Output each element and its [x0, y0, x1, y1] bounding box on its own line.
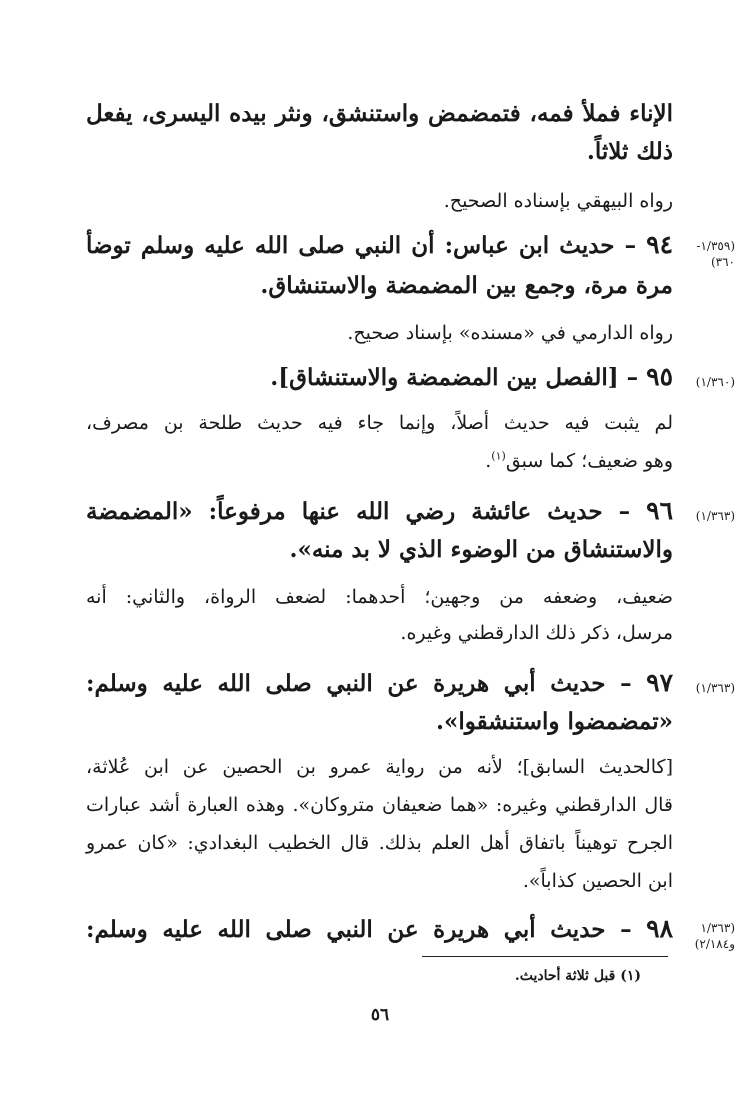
text-line-12: ضعيف، وضعفه من وجهين؛ أحدهما: لضعف الرواة، والثاني: أنه: [86, 586, 673, 608]
hadith-97-heading: ٩٧ – حديث أبي هريرة عن النبي صلى الله عليه وسلم:: [86, 668, 673, 697]
text-line-17: قال الدارقطني وغيره: «هما ضعيفان متروكان». وهذه العبارة أشد عبارات: [86, 794, 673, 816]
page-number: ٥٦: [370, 1005, 390, 1025]
text-line-3: رواه البيهقي بإسناده الصحيح.: [443, 190, 673, 212]
hadith-95-heading: ٩٥ – [الفصل بين المضمضة والاستنشاق].: [270, 362, 673, 391]
text-line-6: رواه الدارمي في «مسنده» بإسناد صحيح.: [347, 322, 673, 344]
text-line-16: [كالحديث السابق]؛ لأنه من رواية عمرو بن الحصين عن ابن عُلاثة،: [86, 756, 673, 778]
footnote-marker: (١): [491, 449, 506, 463]
footnote-divider: [422, 956, 668, 957]
margin-ref-3: (١/٣٦٣): [695, 509, 735, 523]
hadith-number: ٩٧: [646, 668, 673, 697]
footnote: (١) قبل ثلاثة أحاديث.: [514, 968, 641, 984]
hadith-number: ٩٤: [646, 230, 673, 259]
margin-ref-5: (١/٣٦٣ و٢/١٨٤): [694, 921, 735, 951]
text-line-13: مرسل، ذكر ذلك الدارقطني وغيره.: [400, 622, 673, 644]
hadith-number: ٩٨: [646, 914, 673, 943]
hadith-98-heading: ٩٨ – حديث أبي هريرة عن النبي صلى الله عليه وسلم:: [86, 914, 673, 943]
text-line-5: مرة مرة، وجمع بين المضمضة والاستنشاق.: [260, 272, 673, 299]
text-line-18: الجرح توهيناً باتفاق أهل العلم بذلك. قال الخطيب البغدادي: «كان عمرو: [86, 832, 673, 854]
hadith-96-heading: ٩٦ – حديث عائشة رضي الله عنها مرفوعاً: «المضمضة: [86, 496, 673, 525]
text-line-1: الإناء فملأ فمه، فتمضمض واستنشق، ونثر بيده اليسرى، يفعل: [86, 100, 673, 127]
margin-ref-1: (١/٣٥٩- ٣٦٠): [696, 239, 735, 269]
hadith-94-heading: ٩٤ – حديث ابن عباس: أن النبي صلى الله عليه وسلم توضأ: [86, 230, 673, 259]
text-line-11: والاستنشاق من الوضوء الذي لا بد منه».: [289, 536, 673, 563]
text-line-19: ابن الحصين كذاباً».: [522, 870, 673, 892]
text-line-15: «تمضمضوا واستنشقوا».: [436, 708, 673, 735]
text-line-2: ذلك ثلاثاً.: [586, 138, 673, 165]
hadith-number: ٩٥: [646, 362, 673, 391]
margin-ref-4: (١/٣٦٣): [695, 681, 735, 695]
margin-ref-2: (١/٣٦٠): [695, 375, 735, 389]
text-line-9: وهو ضعيف؛ كما سبق$^{(١)}$.: [485, 449, 673, 472]
hadith-number: ٩٦: [646, 496, 673, 525]
text-line-8: لم يثبت فيه حديث أصلاً، وإنما جاء فيه حديث طلحة بن مصرف،: [86, 412, 673, 434]
